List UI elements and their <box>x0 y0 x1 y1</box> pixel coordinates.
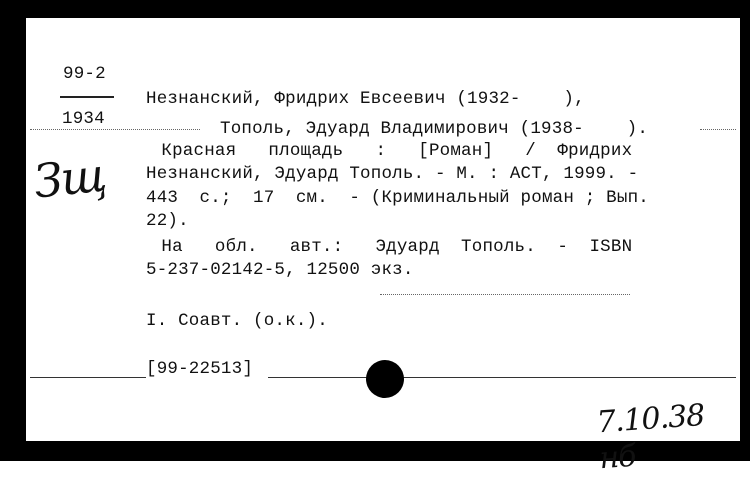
card-frame-right <box>740 0 750 461</box>
dotted-guide-3 <box>380 294 630 295</box>
card-line-8: 5-237-02142-5, 12500 экз. <box>146 260 414 280</box>
dotted-guide-1 <box>30 129 200 130</box>
card-line-5: 443 с.; 17 см. - (Криминальный роман ; Вып. <box>146 188 649 208</box>
card-line-4: Незнанский, Эдуард Тополь. - М. : АСТ, 1999. - <box>146 164 639 184</box>
card-line-6: 22). <box>146 211 189 231</box>
punch-hole <box>366 360 404 398</box>
call-number-bottom: 1934 <box>62 109 105 129</box>
card-line-3: Красная площадь : [Роман] / Фридрих <box>140 141 633 161</box>
record-number: [99-22513] <box>146 359 254 379</box>
card-line-7: На обл. авт.: Эдуард Тополь. - ISBN <box>140 237 633 257</box>
card-line-1: Незнанский, Фридрих Евсеевич (1932- ), <box>146 89 585 109</box>
handwritten-date: 7.10.38 нб <box>595 397 706 477</box>
record-rule-left <box>30 377 146 378</box>
handwritten-margin-note: Зщ <box>31 147 108 209</box>
tracing-line: I. Соавт. (о.к.). <box>146 311 328 331</box>
card-line-2: Тополь, Эдуард Владимирович (1938- ). <box>220 119 649 139</box>
card-frame-top <box>0 0 750 18</box>
call-number-rule <box>60 96 114 98</box>
dotted-guide-2 <box>700 129 736 130</box>
call-number-top: 99-2 <box>63 64 106 84</box>
record-rule-right <box>268 377 736 378</box>
card-frame-left <box>0 0 26 461</box>
